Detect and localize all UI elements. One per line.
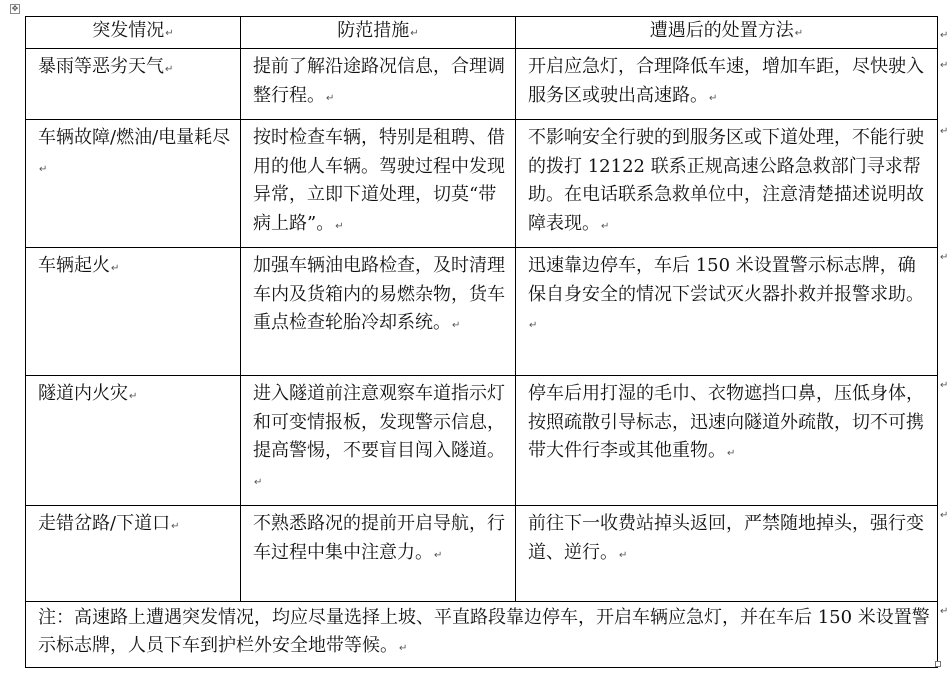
end-of-row-mark: ↵ — [940, 380, 949, 391]
table-header-row — [26, 17, 938, 49]
end-of-row-mark: ↵ — [940, 510, 949, 521]
end-of-row-mark: ↵ — [940, 60, 949, 71]
prevention-cell: 加强车辆油电路检查，及时清理车内及货箱内的易燃杂物，货车重点检查轮胎冷却系统。↵ — [241, 248, 516, 376]
table-row — [26, 49, 938, 120]
table-row — [26, 120, 938, 248]
end-of-row-mark: ↵ — [940, 30, 949, 41]
prevention-cell: 提前了解沿途路况信息，合理调整行程。↵ — [241, 49, 516, 120]
prevention-cell: 不熟悉路况的提前开启导航，行车过程中集中注意力。↵ — [241, 506, 516, 602]
response-cell: 开启应急灯，合理降低车速，增加车距，尽快驶入服务区或驶出高速路。↵ — [516, 49, 938, 120]
table-resize-handle[interactable] — [935, 661, 941, 667]
table-move-handle-icon[interactable]: ✥ — [11, 4, 19, 13]
header-cell: 突发情况↵ — [26, 17, 241, 49]
response-cell: 停车后用打湿的毛巾、衣物遮挡口鼻，压低身体，按照疏散引导标志，迅速向隧道外疏散，切不可携带大件行李或其他重物。↵ — [516, 376, 938, 506]
situation-cell: 隧道内火灾↵ — [26, 376, 241, 506]
situation-cell: 走错岔路/下道口↵ — [26, 506, 241, 602]
response-cell: 不影响安全行驶的到服务区或下道处理，不能行驶的拨打 12122 联系正规高速公路急救部门寻求帮助。在电话联系急救单位中，注意清楚描述说明故障表现。↵ — [516, 120, 938, 248]
note-cell: 注：高速路上遭遇突发情况，均应尽量选择上坡、平直路段靠边停车，开启车辆应急灯，并在车后 150 米设置警示标志牌，人员下车到护栏外安全地带等候。↵ — [26, 602, 938, 668]
end-of-row-mark: ↵ — [940, 126, 949, 137]
header-cell: 遭遇后的处置方法↵ — [516, 17, 938, 49]
end-of-row-mark: ↵ — [940, 606, 949, 617]
table-row — [26, 506, 938, 602]
table-row — [26, 376, 938, 506]
emergency-table — [25, 16, 938, 668]
response-cell: 前往下一收费站掉头返回，严禁随地掉头，强行变道、逆行。↵ — [516, 506, 938, 602]
prevention-cell: 按时检查车辆，特别是租聘、借用的他人车辆。驾驶过程中发现异常，立即下道处理，切莫“带病上路”。↵ — [241, 120, 516, 248]
response-cell: 迅速靠边停车，车后 150 米设置警示标志牌，确保自身安全的情况下尝试灭火器扑救并报警求助。↵ — [516, 248, 938, 376]
table-row — [26, 248, 938, 376]
prevention-cell: 进入隧道前注意观察车道指示灯和可变情报板，发现警示信息，提高警惕，不要盲目闯入隧道。↵ — [241, 376, 516, 506]
header-cell: 防范措施↵ — [241, 17, 516, 49]
situation-cell: 暴雨等恶劣天气↵ — [26, 49, 241, 120]
table-note-row — [26, 602, 938, 668]
situation-cell: 车辆起火↵ — [26, 248, 241, 376]
situation-cell: 车辆故障/燃油/电量耗尽↵ — [26, 120, 241, 248]
end-of-row-mark: ↵ — [940, 252, 949, 263]
